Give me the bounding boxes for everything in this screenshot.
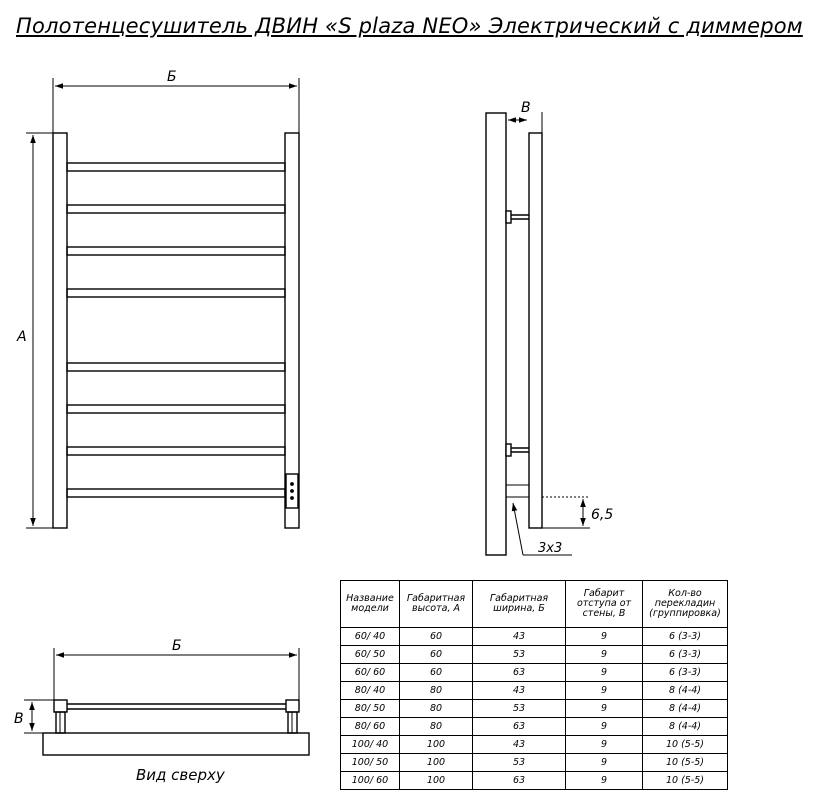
top-wall [43, 733, 309, 755]
top-view [24, 648, 309, 755]
cell-height: 100 [400, 754, 473, 772]
header-bars: Кол-во перекладин (группировка) [643, 581, 728, 628]
table-row [341, 754, 728, 772]
cell-offset: 9 [566, 682, 643, 700]
table-row [341, 700, 728, 718]
cell-width: 63 [473, 772, 566, 790]
cell-height: 80 [400, 718, 473, 736]
cell-bars: 8 (4-4) [643, 682, 728, 700]
cell-offset: 9 [566, 772, 643, 790]
cell-width: 43 [473, 682, 566, 700]
cell-model: 80/ 40 [341, 682, 400, 700]
table-row [341, 628, 728, 646]
cell-model: 80/ 50 [341, 700, 400, 718]
wall [486, 113, 506, 555]
cell-height: 80 [400, 682, 473, 700]
table-row [341, 664, 728, 682]
right-rail [285, 133, 299, 528]
upper-bracket [506, 211, 529, 223]
side-rail [529, 133, 542, 528]
cell-offset: 9 [566, 646, 643, 664]
bracket-offset-label: 6,5 [591, 507, 614, 523]
top-width-label: Б [172, 638, 182, 654]
table-row [341, 736, 728, 754]
left-rail [53, 133, 67, 528]
cell-offset: 9 [566, 700, 643, 718]
width-label: Б [167, 69, 177, 85]
cell-bars: 6 (3-3) [643, 628, 728, 646]
cell-model: 60/ 40 [341, 628, 400, 646]
drawing-title: Полотенцесушитель ДВИН «S plaza NEO» Электрический с диммером [16, 14, 803, 38]
table-row [341, 682, 728, 700]
front-view [26, 78, 299, 528]
cell-offset: 9 [566, 628, 643, 646]
cell-bars: 8 (4-4) [643, 700, 728, 718]
cell-height: 60 [400, 646, 473, 664]
cell-offset: 9 [566, 664, 643, 682]
cell-model: 80/ 60 [341, 718, 400, 736]
cell-bars: 8 (4-4) [643, 718, 728, 736]
header-width: Габаритная ширина, Б [473, 581, 566, 628]
wall-offset-label: В [521, 100, 531, 116]
cell-height: 60 [400, 664, 473, 682]
profile-label: 3x3 [538, 541, 563, 556]
cell-model: 100/ 50 [341, 754, 400, 772]
crossbars-upper [67, 163, 285, 297]
cell-model: 100/ 40 [341, 736, 400, 754]
cell-offset: 9 [566, 736, 643, 754]
cell-width: 53 [473, 754, 566, 772]
cell-height: 80 [400, 700, 473, 718]
cell-bars: 6 (3-3) [643, 664, 728, 682]
cell-height: 60 [400, 628, 473, 646]
specs-table [340, 580, 728, 790]
header-height: Габаритная высота, А [400, 581, 473, 628]
cell-offset: 9 [566, 754, 643, 772]
cell-width: 53 [473, 700, 566, 718]
top-view-caption: Вид сверху [136, 766, 225, 784]
cell-width: 63 [473, 718, 566, 736]
cell-offset: 9 [566, 718, 643, 736]
cell-model: 60/ 50 [341, 646, 400, 664]
cell-width: 53 [473, 646, 566, 664]
dimmer-unit [286, 474, 298, 508]
cell-bars: 10 (5-5) [643, 772, 728, 790]
lower-bracket [506, 444, 529, 456]
table-row [341, 718, 728, 736]
side-view [486, 112, 590, 555]
header-model: Название модели [341, 581, 400, 628]
header-offset: Габарит отступа от стены, В [566, 581, 643, 628]
cell-bars: 6 (3-3) [643, 646, 728, 664]
cell-bars: 10 (5-5) [643, 754, 728, 772]
cell-width: 43 [473, 628, 566, 646]
top-depth-label: В [14, 711, 24, 727]
table-row [341, 646, 728, 664]
cell-bars: 10 (5-5) [643, 736, 728, 754]
cell-model: 100/ 60 [341, 772, 400, 790]
height-label: А [17, 329, 27, 345]
cell-model: 60/ 60 [341, 664, 400, 682]
cell-width: 63 [473, 664, 566, 682]
cell-height: 100 [400, 736, 473, 754]
crossbars-lower [67, 363, 285, 497]
cell-height: 100 [400, 772, 473, 790]
table-header-row [341, 581, 728, 628]
table-row [341, 772, 728, 790]
cell-width: 43 [473, 736, 566, 754]
